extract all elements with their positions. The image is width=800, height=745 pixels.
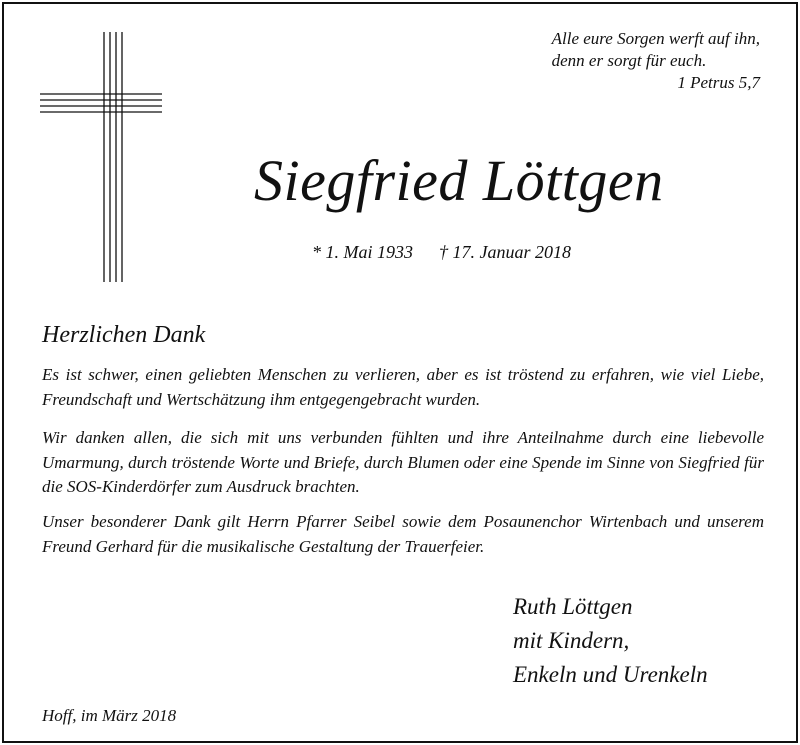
quote-reference: 1 Petrus 5,7 [677,73,760,92]
paragraph-1: Es ist schwer, einen geliebten Menschen zu verlieren, aber es ist tröstend zu erfahren, wie viel Liebe, Freundschaft und Wertschätzung ihm entgegengebracht wurden. [42,365,764,409]
quote-line-2: denn er sorgt für euch. [551,51,707,70]
life-dates [312,240,571,264]
deceased-name: Siegfried Löttgen [254,148,664,213]
signature-line-1: Ruth Löttgen [513,594,633,619]
signature-line-3: Enkeln und Urenkeln [513,662,708,687]
place-date: Hoff, im März 2018 [42,706,177,725]
quote-line-1: Alle eure Sorgen werft auf ihn, [551,29,760,48]
cross-icon [40,32,162,282]
birth-date: * 1. Mai 1933 [312,242,413,262]
paragraph-2: Wir danken allen, die sich mit uns verbunden fühlten und ihre Anteilnahme durch eine liebevolle Umarmung, durch tröstende Worte und Briefe, durch Blumen oder eine Spende im Sinne von Siegfried für die SOS-Kinderdörfer zum Ausdruck brachten. [42,428,764,496]
signature-block [513,590,708,692]
signature-line-2: mit Kindern, [513,628,630,653]
obituary-frame [2,2,798,743]
death-date: † 17. Januar 2018 [439,242,571,262]
bible-quote [552,28,760,94]
thanks-heading: Herzlichen Dank [42,322,206,348]
paragraph-3: Unser besonderer Dank gilt Herrn Pfarrer Seibel sowie dem Posaunenchor Wirtenbach und unserem Freund Gerhard für die musikalische Gestaltung der Trauerfeier. [42,512,764,556]
